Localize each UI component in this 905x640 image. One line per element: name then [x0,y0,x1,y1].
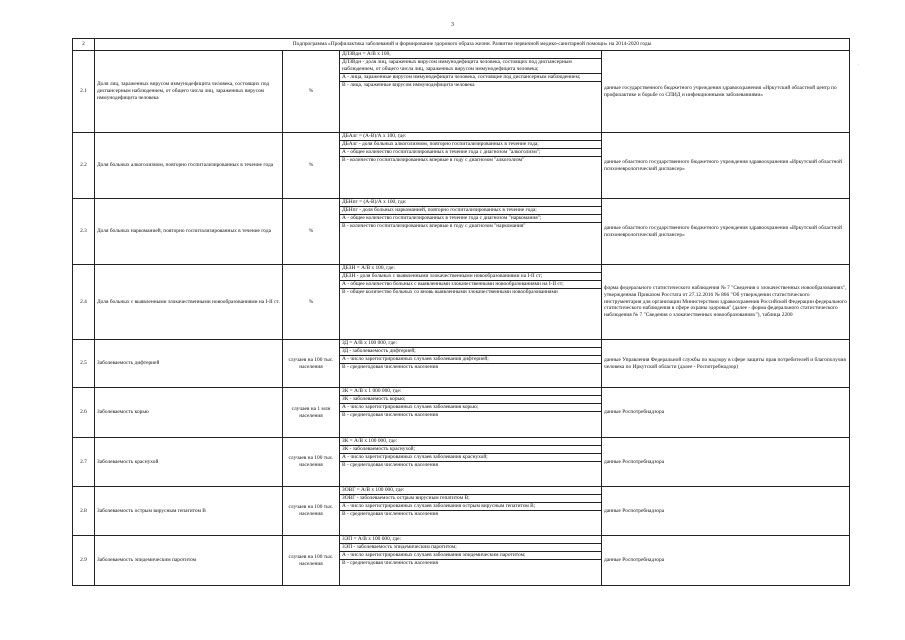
formula-line: В - среднегодовая численность населения [342,510,438,517]
formula-line: В - количество госпитализированных впервые в году с диагнозом "алкоголизм" [342,156,525,163]
indicator-formula [340,388,602,438]
indicator-row [73,388,850,438]
indicator-row [73,438,850,487]
formula-line: ДБАлг = (А-В)/А х 100, где: [340,133,601,141]
indicator-number: 2.5 [73,340,95,388]
indicator-unit: % [283,51,340,133]
indicator-row [73,340,850,388]
formula-line: А - число зарегистрированных случаев заболевания корью; [340,404,601,412]
formula-line: А - число зарегистрированных случаев заболевания эпидемическим паротитом; [340,552,601,560]
indicator-row [73,265,850,340]
formula-line: А - общее количество госпитализированных в течение года с диагнозом "наркомания"; [340,215,601,223]
formula-line: В - среднегодовая численность населения [342,461,438,468]
indicator-number: 2.3 [73,199,95,265]
indicator-formula [340,133,602,199]
section-number: 2 [73,39,95,51]
formula-line: А - общее количество больных с выявленными злокачественными новообразованиями на I-II ст; [340,281,601,289]
indicator-formula [340,199,602,265]
indicator-number: 2.7 [73,438,95,487]
page-number: 3 [451,22,454,28]
formula-line: А - число зарегистрированных случаев заболевания острым вирусным гепатитом В; [340,503,601,511]
formula-line: В - среднегодовая численность населения [342,363,438,370]
indicator-row [73,51,850,133]
formula-line: А - общее количество госпитализированных в течение года с диагнозом "алкоголизм"; [340,149,601,157]
section-header-row [73,39,850,51]
formula-line: ЗД = А/В х 100 000, где: [340,340,601,348]
indicator-row [73,133,850,199]
formula-line: А - число зарегистрированных случаев заболевания дифтерией; [340,356,601,364]
indicator-source: форма федерального статистического наблюдения № 7 "Сведения о злокачественных новообразованиях", утвержденная Приказом Росстата от 27.12.2016 № 866 "Об утверждении статистического инструментария для организации Министерством здравоохранения Российской Федерации федерального статистического наблюдения в сфере охраны здоровья" (далее - форма федерального статистического наблюдения № 7 "Сведения о злокачественных новообразованиях"), таблица 2200 [602,265,850,340]
formula-line: А - лица, зараженные вирусом иммунодефицита человека, состоящие под диспансерным наблюдением; [340,74,601,82]
formula-line: ЗК - заболеваемость корью; [340,396,601,404]
indicator-number: 2.4 [73,265,95,340]
indicator-name: Заболеваемость корью [95,388,283,438]
formula-line: ДБЗН = А/В х 100, где: [340,265,601,273]
indicators-table [72,38,850,586]
indicator-unit: случаев на 100 тыс. населения [283,487,340,536]
formula-line: В - среднегодовая численность населения [342,411,438,418]
formula-line: В - количество госпитализированных впервые в году с диагнозом "наркомания" [342,222,526,229]
formula-line: ЗК - заболеваемость краснухой; [340,446,601,454]
formula-line: ДБНпг = (А-В)/А х 100, где: [340,199,601,207]
indicator-name: Доля больных с выявленными злокачественными новообразованиями на I-II ст. [95,265,283,340]
formula-line: В - общее количество больных со вновь выявленными злокачественными новообразованиями [342,288,558,295]
indicator-formula [340,340,602,388]
indicator-row [73,487,850,536]
indicator-unit: % [283,133,340,199]
indicator-source: данные Управления Федеральной службы по надзору в сфере защиты прав потребителей и благополучия человека по Иркутской области (далее - Роспотребнадзор) [602,340,850,388]
formula-line: В - среднегодовая численность населения [342,559,438,566]
indicator-number: 2.9 [73,536,95,586]
formula-line: А - число зарегистрированных случаев заболевания краснухой; [340,454,601,462]
formula-line: ЗД - заболеваемость дифтерией; [340,348,601,356]
indicator-source: данные Роспотребнадзора [602,487,850,536]
formula-line: ДЛЗВдн - доля лиц, зараженных вирусом иммунодефицита человека, состоящих под диспансерным наблюдением, от общего числа лиц, зараженных вирусом иммунодефицита человека; [340,59,601,74]
indicator-unit: % [283,265,340,340]
formula-line: ДБЗН - доля больных с выявленными злокачественными новообразованиями на I-II ст; [340,273,601,281]
indicator-row [73,199,850,265]
indicator-unit: случаев на 100 тыс. населения [283,536,340,586]
section-title: Подпрограмма «Профилактика заболеваний и формирование здорового образа жизни. Развитие первичной медико-санитарной помощи» на 2014-2020 годы [95,39,850,51]
indicator-formula [340,265,602,340]
indicator-source: данные Роспотребнадзора [602,536,850,586]
formula-line: ЗЭП = А/В х 100 000, где: [340,536,601,544]
indicator-name: Доля больных алкоголизмом, повторно госпитализированных в течение года [95,133,283,199]
indicator-source: данные Роспотребнадзора [602,388,850,438]
formula-line: ДБНпг - доля больных наркоманией, повторно госпитализированных в течение года; [340,207,601,215]
indicator-name: Заболеваемость краснухой [95,438,283,487]
indicator-formula [340,487,602,536]
indicator-source: данные областного государственного бюджетного учреждения здравоохранения «Иркутский областной психоневрологический диспансер» [602,133,850,199]
formula-line: ДЛЗВдн = А/В х 100, [340,51,601,59]
indicator-formula [340,438,602,487]
indicator-number: 2.2 [73,133,95,199]
formula-line: ДБАлг - доля больных алкоголизмом, повторно госпитализированных в течение года; [340,141,601,149]
indicator-unit: случаев на 100 тыс. населения [283,340,340,388]
indicator-source: данные государственного бюджетного учреждения здравоохранения «Иркутский областной центр по профилактике и борьбе со СПИД и инфекционными заболеваниями» [602,51,850,133]
formula-line: ЗОВГ - заболеваемость острым вирусным гепатитом В; [340,495,601,503]
margin-mark: · [858,63,860,68]
formula-line: ЗК = А/В х 1 000 000, где: [340,388,601,396]
indicator-name: Заболеваемость дифтерией [95,340,283,388]
formula-line: ЗЭП - заболеваемость эпидемическим паротитом; [340,544,601,552]
indicator-number: 2.6 [73,388,95,438]
formula-line: ЗК = А/В х 100 000, где: [340,438,601,446]
indicator-unit: % [283,199,340,265]
formula-line: В - лица, зараженные вирусом иммунодефицита человека [342,81,475,88]
indicator-name: Доля лиц, зараженных вирусом иммунодефицита человека, состоящих под диспансерным наблюдением, от общего числа лиц, зараженных вирусом иммунодефицита человека [95,51,283,133]
indicator-number: 2.1 [73,51,95,133]
indicator-number: 2.8 [73,487,95,536]
indicator-name: Заболеваемость острым вирусным гепатитом В [95,487,283,536]
indicator-name: Заболеваемость эпидемическим паротитом [95,536,283,586]
indicator-unit: случаев на 100 тыс. населения [283,438,340,487]
formula-line: ЗОВГ = А/В х 100 000, где: [340,487,601,495]
indicator-formula [340,51,602,133]
indicator-name: Доля больных наркоманией, повторно госпитализированных в течение года [95,199,283,265]
indicator-source: данные областного государственного бюджетного учреждения здравоохранения «Иркутский областной психоневрологический диспансер» [602,199,850,265]
indicator-row [73,536,850,586]
indicator-formula [340,536,602,586]
indicator-unit: случаев на 1 млн населения [283,388,340,438]
indicator-source: данные Роспотребнадзора [602,438,850,487]
